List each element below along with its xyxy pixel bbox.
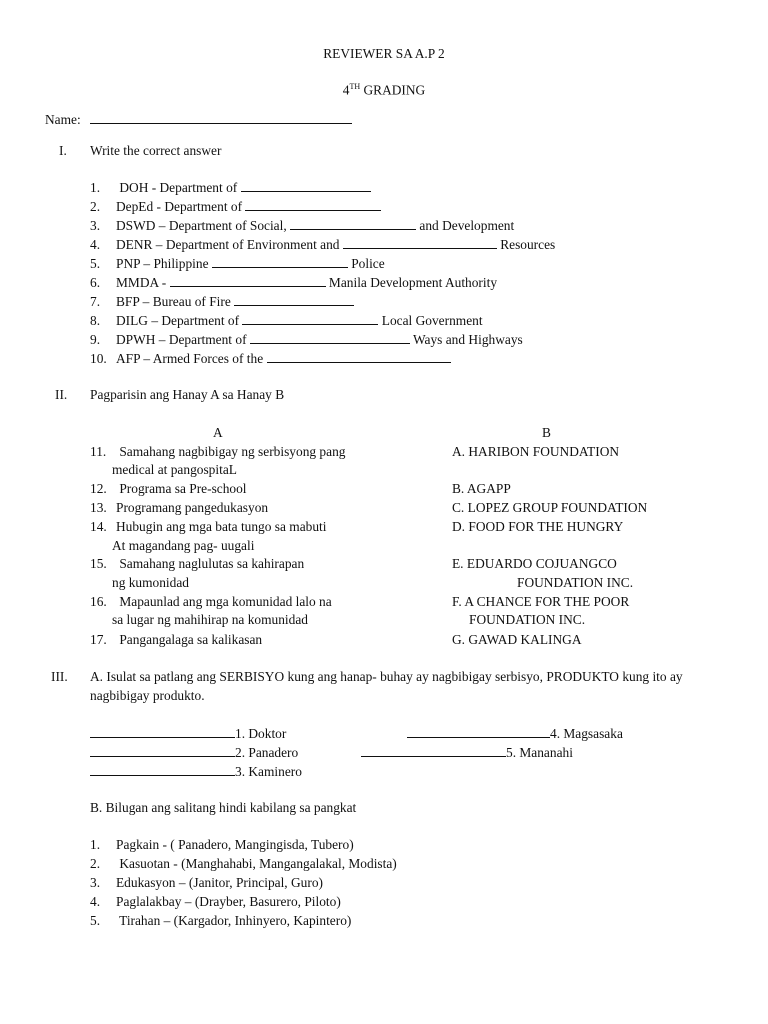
s1-item	[90, 254, 385, 273]
b-item	[90, 912, 351, 930]
grading-number: 4	[342, 82, 350, 98]
job-label: 2. Panadero	[235, 745, 299, 760]
s1-item-post: Police	[347, 256, 385, 271]
grading-subtitle	[0, 78, 768, 99]
match-b-item	[452, 518, 623, 536]
match-a-item	[90, 555, 304, 573]
s1-item	[90, 273, 497, 292]
answer-blank[interactable]	[90, 743, 235, 757]
job-label: 3. Kaminero	[235, 764, 302, 779]
s1-item-text: PNP – Philippine	[116, 256, 212, 271]
section2-heading: Pagparisin ang Hanay A sa Hanay B	[90, 387, 285, 402]
grading-superscript: TH	[349, 82, 361, 91]
match-a-item	[90, 499, 268, 517]
job-label: 4. Magsasaka	[550, 726, 623, 741]
s1-item	[90, 292, 354, 311]
match-b-item	[452, 443, 619, 461]
section3-roman: III.	[51, 669, 68, 684]
column-b-header: B	[542, 425, 551, 440]
answer-blank[interactable]	[90, 762, 235, 776]
section1-heading: Write the correct answer	[90, 143, 222, 158]
b-item	[90, 855, 397, 873]
match-a-item	[90, 480, 247, 498]
b-item-text[interactable]: Pagkain - ( Panadero, Mangingisda, Tubero)	[116, 837, 354, 852]
answer-blank[interactable]	[361, 743, 506, 757]
section3-a-instruction-cont: nagbibigay produkto.	[90, 688, 205, 703]
s1-item-text: DILG – Department of	[116, 313, 243, 328]
match-b-text: HARIBON FOUNDATION	[468, 444, 620, 459]
s1-item-post: Local Government	[378, 313, 483, 328]
s1-item-num: 7.	[90, 294, 101, 309]
s1-item-num: 3.	[90, 218, 101, 233]
match-b-item	[452, 480, 511, 498]
b-item	[90, 874, 323, 892]
match-a-text: Samahang naglulutas sa kahirapan	[116, 556, 305, 571]
match-a-num: 15.	[90, 556, 107, 571]
s1-item-text: BFP – Bureau of Fire	[116, 294, 235, 309]
answer-blank[interactable]	[343, 235, 497, 249]
match-a-num: 16.	[90, 594, 107, 609]
match-b-item	[452, 555, 617, 573]
b-item-num: 3.	[90, 875, 101, 890]
match-b-item	[452, 631, 582, 649]
s1-item-num: 9.	[90, 332, 101, 347]
section3-b-instruction: B. Bilugan ang salitang hindi kabilang sa pangkat	[90, 800, 357, 815]
document-title: REVIEWER SA A.P 2	[323, 46, 445, 61]
match-a-text: Hubugin ang mga bata tungo sa mabuti	[116, 519, 327, 534]
s1-item-text: DepEd - Department of	[116, 199, 246, 214]
name-label: Name:	[45, 112, 81, 127]
s1-item	[90, 330, 523, 349]
match-b-letter: F.	[452, 594, 462, 609]
match-b-continuation: FOUNDATION INC.	[469, 612, 586, 627]
s1-item-text: MMDA -	[116, 275, 170, 290]
name-row	[45, 110, 352, 129]
s1-item-text: AFP – Armed Forces of the	[116, 351, 267, 366]
b-item-text[interactable]: Kasuotan - (Manghahabi, Mangangalakal, Modista)	[116, 856, 397, 871]
s1-item-num: 2.	[90, 199, 101, 214]
match-a-text: Mapaunlad ang mga komunidad lalo na	[116, 594, 332, 609]
match-b-letter: E.	[452, 556, 464, 571]
match-b-text: AGAPP	[466, 481, 511, 496]
match-b-continuation: FOUNDATION INC.	[517, 575, 634, 590]
b-item	[90, 893, 341, 911]
match-a-num: 17.	[90, 632, 107, 647]
match-a-num: 13.	[90, 500, 107, 515]
match-a-text: Pangangalaga sa kalikasan	[116, 632, 263, 647]
b-item-text[interactable]: Tirahan – (Kargador, Inhinyero, Kapintero)	[116, 913, 352, 928]
match-b-text: EDUARDO COJUANGCO	[466, 556, 617, 571]
b-item-num: 5.	[90, 913, 101, 928]
match-a-continuation: sa lugar ng mahihirap na komunidad	[112, 612, 308, 627]
job-item	[407, 724, 623, 743]
answer-blank[interactable]	[245, 197, 381, 211]
s1-item-post: Manila Development Authority	[325, 275, 498, 290]
s1-item	[90, 216, 514, 235]
match-a-text: Programa sa Pre-school	[116, 481, 247, 496]
match-b-text: GAWAD KALINGA	[468, 632, 582, 647]
match-b-letter: D.	[452, 519, 466, 534]
answer-blank[interactable]	[241, 178, 371, 192]
match-b-item	[452, 593, 629, 611]
answer-blank[interactable]	[170, 273, 326, 287]
s1-item-post: Resources	[496, 237, 556, 252]
s1-item-text: DPWH – Department of	[116, 332, 250, 347]
s1-item	[90, 197, 381, 216]
section2-roman: II.	[55, 387, 68, 402]
section3-a-instruction: A. Isulat sa patlang ang SERBISYO kung ang hanap- buhay ay nagbibigay serbisyo, PRODUKTO kung ito ay	[90, 669, 683, 684]
answer-blank[interactable]	[250, 330, 410, 344]
name-blank[interactable]	[90, 110, 352, 124]
job-label: 5. Mananahi	[506, 745, 573, 760]
answer-blank[interactable]	[242, 311, 378, 325]
answer-blank[interactable]	[407, 724, 550, 738]
match-a-item	[90, 593, 332, 611]
s1-item-num: 10.	[90, 351, 107, 366]
b-item-num: 1.	[90, 837, 101, 852]
job-item	[361, 743, 573, 762]
match-a-item	[90, 518, 327, 536]
match-a-continuation: ng kumonidad	[112, 575, 189, 590]
answer-blank[interactable]	[234, 292, 354, 306]
match-a-item	[90, 631, 262, 649]
answer-blank[interactable]	[267, 349, 451, 363]
section1-roman: I.	[59, 143, 67, 158]
match-b-letter: G.	[452, 632, 466, 647]
s1-item-text: DOH - Department of	[116, 180, 241, 195]
s1-item	[90, 235, 555, 254]
s1-item	[90, 178, 371, 197]
match-a-continuation: medical at pangospitaL	[112, 462, 237, 477]
s1-item-num: 4.	[90, 237, 101, 252]
match-b-letter: C.	[452, 500, 465, 515]
s1-item-num: 5.	[90, 256, 101, 271]
b-item-num: 4.	[90, 894, 101, 909]
answer-blank[interactable]	[290, 216, 416, 230]
s1-item	[90, 349, 451, 368]
s1-item	[90, 311, 483, 330]
job-label: 1. Doktor	[235, 726, 287, 741]
match-b-letter: B.	[452, 481, 465, 496]
s1-item-num: 1.	[90, 180, 101, 195]
match-a-num: 12.	[90, 481, 107, 496]
job-item	[90, 724, 286, 743]
answer-blank[interactable]	[90, 724, 235, 738]
match-a-num: 14.	[90, 519, 107, 534]
match-b-letter: A.	[452, 444, 466, 459]
grading-text: GRADING	[360, 82, 426, 98]
match-b-text: LOPEZ GROUP FOUNDATION	[467, 500, 648, 515]
b-item-text[interactable]: Edukasyon – (Janitor, Principal, Guro)	[116, 875, 323, 890]
match-a-text: Samahang nagbibigay ng serbisyong pang	[116, 444, 346, 459]
column-a-header: A	[213, 425, 223, 440]
b-item-num: 2.	[90, 856, 101, 871]
s1-item-num: 6.	[90, 275, 101, 290]
match-b-item	[452, 499, 647, 517]
match-a-text: Programang pangedukasyon	[116, 500, 269, 515]
answer-blank[interactable]	[212, 254, 348, 268]
match-b-text: A CHANCE FOR THE POOR	[464, 594, 630, 609]
match-a-num: 11.	[90, 444, 107, 459]
s1-item-post: Ways and Highways	[409, 332, 523, 347]
s1-item-num: 8.	[90, 313, 101, 328]
match-a-continuation: At magandang pag- uugali	[112, 538, 255, 553]
match-b-text: FOOD FOR THE HUNGRY	[468, 519, 624, 534]
b-item-text[interactable]: Paglalakbay – (Drayber, Basurero, Piloto)	[116, 894, 341, 909]
s1-item-text: DSWD – Department of Social,	[116, 218, 291, 233]
s1-item-post: and Development	[416, 218, 515, 233]
s1-item-text: DENR – Department of Environment and	[116, 237, 343, 252]
job-item	[90, 743, 298, 762]
b-item	[90, 836, 354, 854]
job-item	[90, 762, 302, 781]
match-a-item	[90, 443, 345, 461]
